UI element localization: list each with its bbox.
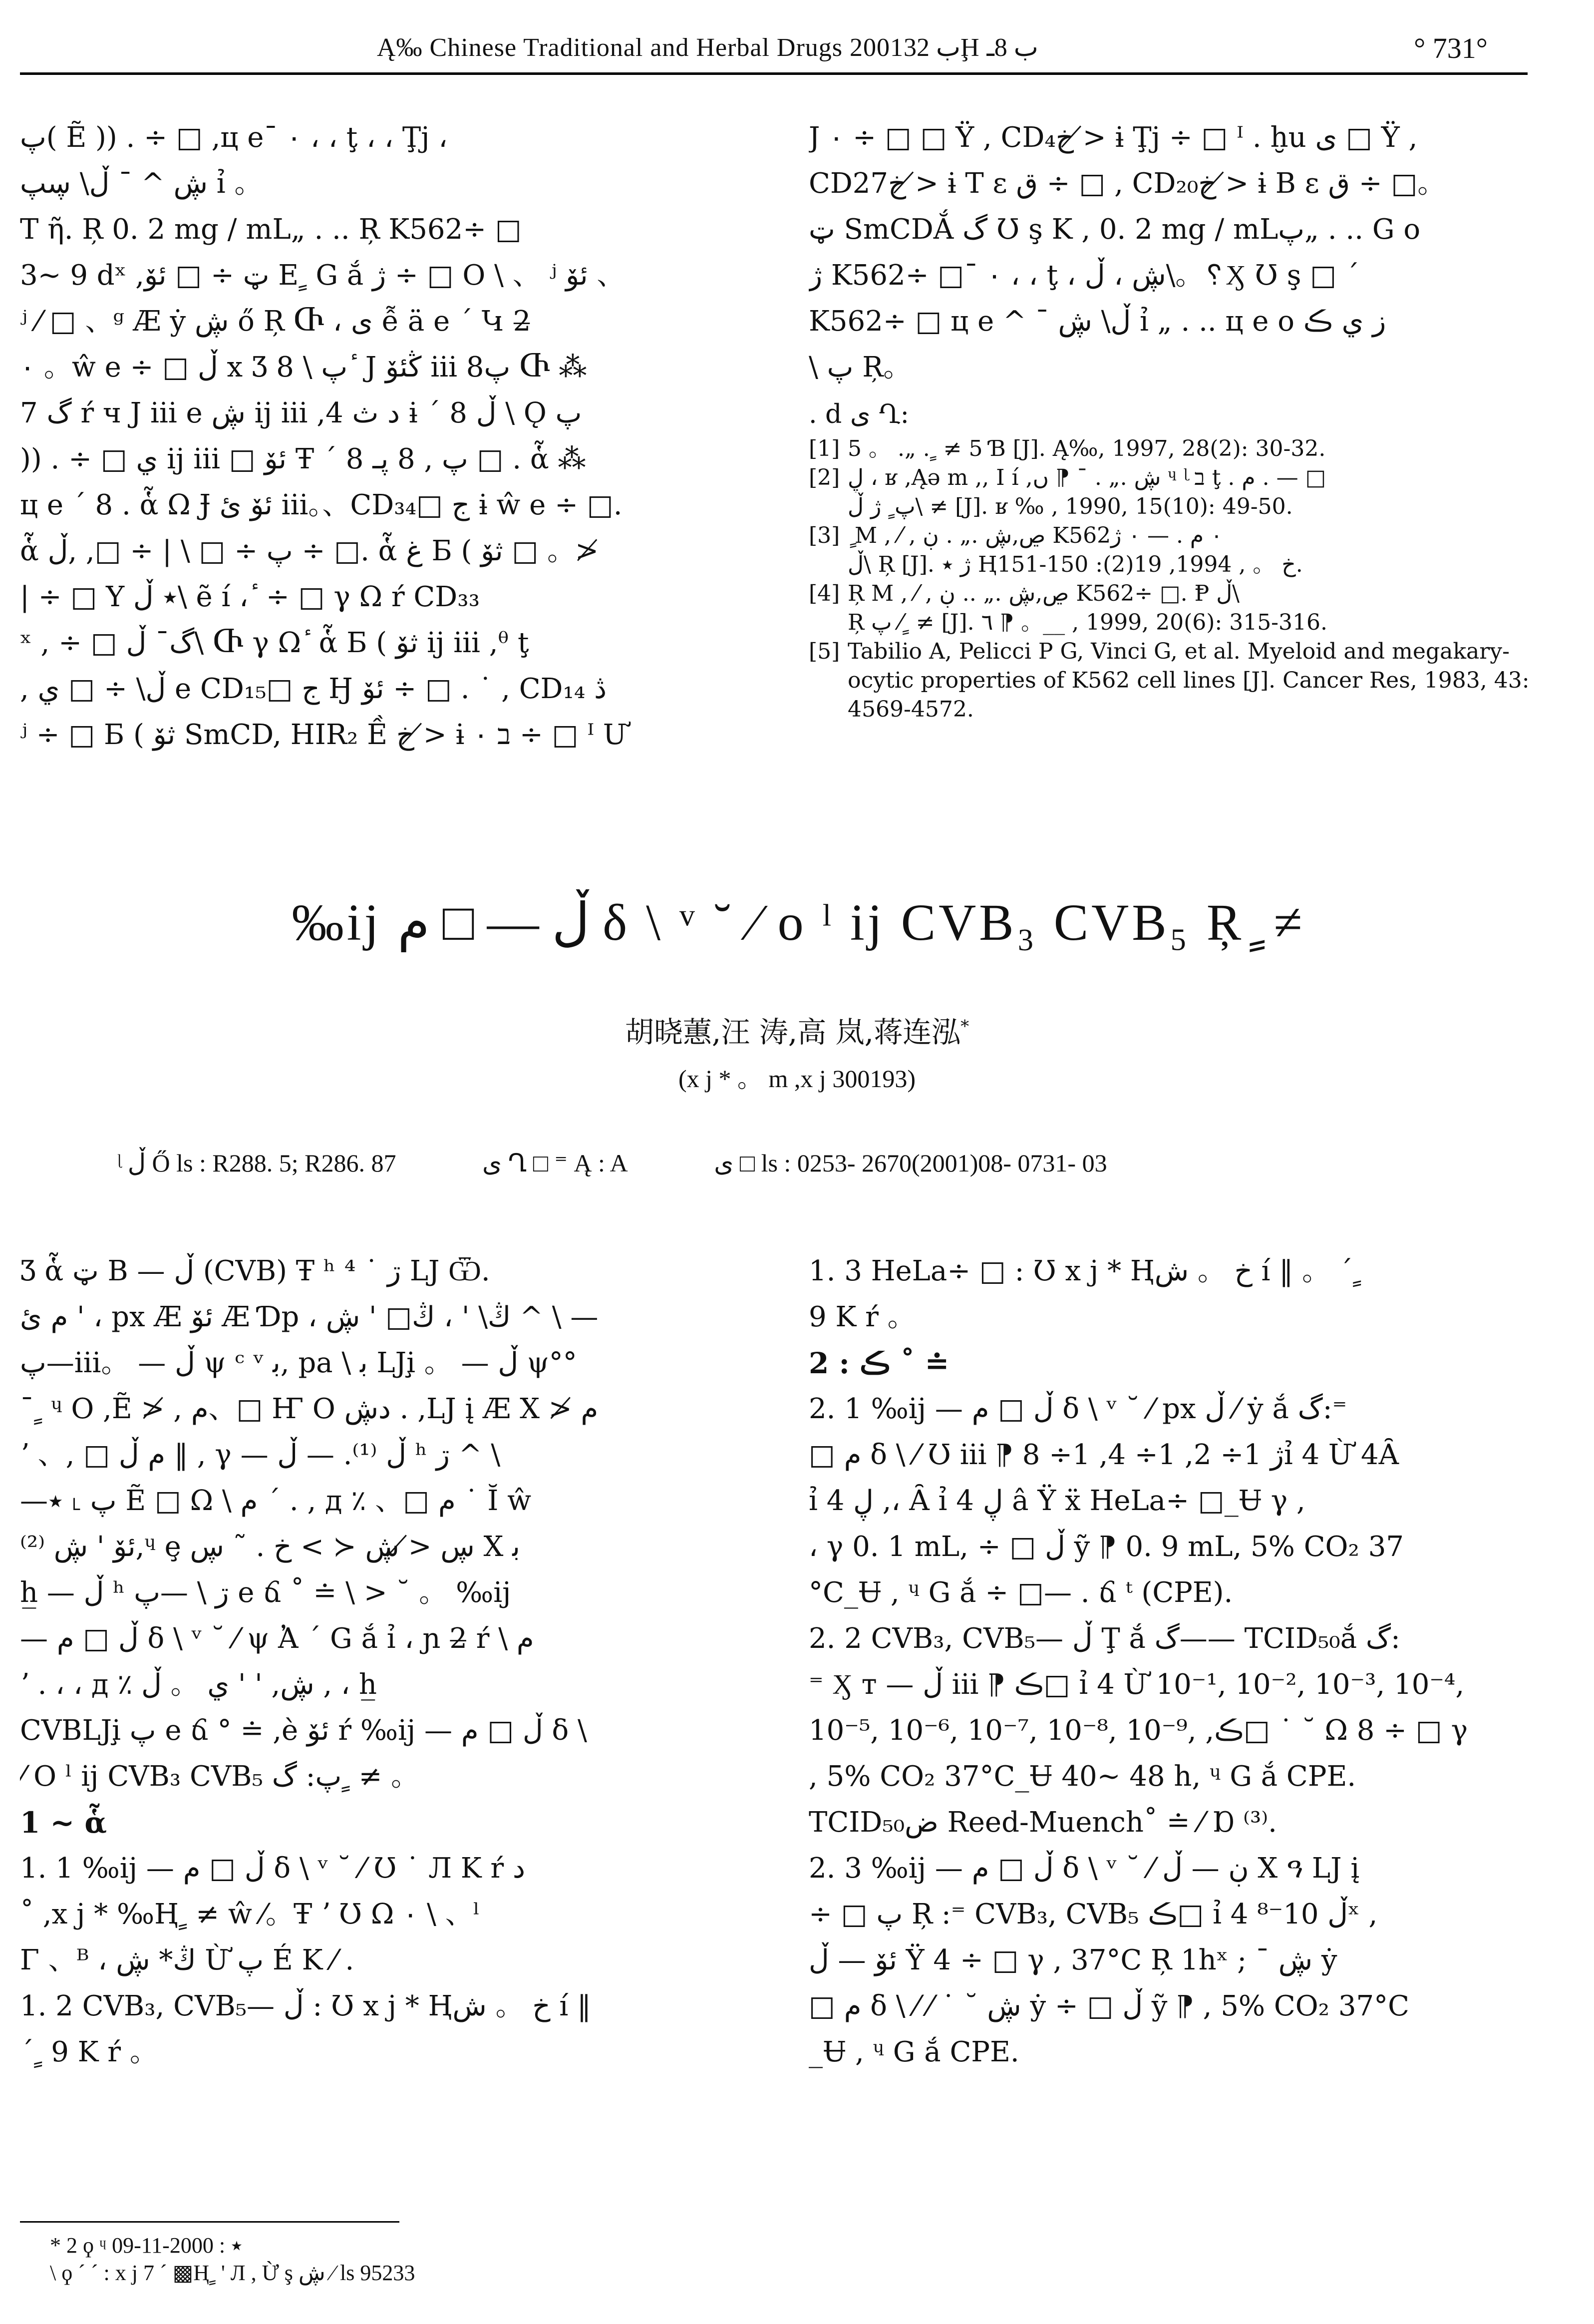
text-line: h̲ — ڵ ʰ ڗ \ —پ е ճ ˚ ≐ \ > ˘ 。 ‰ij bbox=[20, 1576, 511, 1609]
reference-text: 4569-4572. bbox=[848, 697, 974, 722]
text-line: ژ K562÷ □¯ ٠ ، ، ţ ، ڜ ، ڵ\。␦Ӽ Ʊ ş □ ´ bbox=[809, 259, 1359, 292]
text-line: ʲ ⁄ □ 、ᵍ Æ ẏ ڜ ő Ŗ Ⴇ ، ى ễ ä e ´ Կ 2̶ bbox=[20, 305, 531, 338]
reference-number: [5] bbox=[809, 639, 840, 664]
author-affiliation: (x j * 。 m ,x j 300193) bbox=[678, 1065, 916, 1093]
reference-text: Ŗ پ ⁄ ٍ ≠ [J]. ٦ ⁋ 。__ , 1999, 20(6): 315-316. bbox=[848, 610, 1328, 635]
footnote-received-date: * 2 ϙ ᶣ ٭ : 2000-11-09 bbox=[50, 2233, 243, 2258]
section-heading: 2 : ڪ ˚ ≐ bbox=[809, 1346, 950, 1380]
references-heading: . d ى Ղ: bbox=[809, 399, 909, 429]
text-line: □ م δ \ ⁄ Ʊ iii ⁋ ژ 1÷ 2, 1÷ 4, 1÷ 8ỉ 4 Ừ 4Ȃ bbox=[809, 1439, 1399, 1471]
reference-entry bbox=[809, 463, 1538, 521]
text-line: پ—iii。 — ڵ ψ ᶜ ᵛ ﺑ, pa \ ﺑ LJi̧ 。 — ڵ ψ°° bbox=[20, 1347, 577, 1379]
article-right-column bbox=[809, 1248, 1538, 2075]
text-line: □ م δ \ ⁄ ⁄ ˙ ˘ ڜ ẏ ÷ □ ڵ ỹ ⁋ , 5% CO₂ 37°C bbox=[809, 1990, 1410, 2022]
text-line: ʼ . ، ، д ٪ ڜ, ' ' ي 。 ڵ , ، h̲ bbox=[20, 1668, 377, 1701]
text-line: J ٠ ÷ □ □ Ÿ , CD₄خ ≯ ɨ Ţj ÷ □ ᴵ . ḫu ى □ Ÿ , bbox=[809, 121, 1418, 154]
text-line: T ῆ. Ŗ 0. 2 mg / mL„ . .. Ŗ K562÷ □ bbox=[20, 213, 522, 246]
text-line: ⁼ Ӽ т — ڵ iii ⁋ ڪ□ ỉ 4 Ừ 10⁻¹, 10⁻², 10⁻³, 10⁻⁴, bbox=[809, 1668, 1465, 1701]
text-line: 1. 1 ‰ij — ڵ □ م δ \ ᵛ ˘ ⁄ Ʊ ˙ Л K ŕ ﺩ bbox=[20, 1852, 525, 1885]
text-line: 3~ 9 dˣ ,ټ ÷ □ ئۆ E ٍ G ắ ژ ÷ □ O \ 、 ʲ ئۆ 、 bbox=[20, 259, 625, 292]
prev-article-left-column bbox=[20, 115, 744, 758]
text-line: ټ SmCDẮ گ Ʊ ş K , 0. 2 mg / mLپ„ . .. G ο bbox=[809, 213, 1421, 246]
author-footnote-mark: * bbox=[960, 1016, 969, 1037]
text-line: , ڵ\ ÷ □ ي е CD₁₅□ ج Ӈ ئۆ ÷ □ . ˙ , CD₁₄ ڎ bbox=[20, 673, 607, 705]
text-line: TCID₅₀ض Reed-Muench˚ ≐ ⁄ Ɒ ⁽³⁾. bbox=[809, 1806, 1277, 1839]
reference-text: Ŗ M , ⁄ , ڝ,ڜ .„ .. ڹ K562÷ □. Ᵽ ڵ\ bbox=[848, 581, 1240, 606]
reference-text: Tabilio A, Pelicci P G, Vinci G, et al. Myeloid and megakary- bbox=[848, 639, 1510, 664]
text-line: CD27خ ≯ ɨ T ε ق ÷ □ , CD₂₀خ ≯ ɨ B ε ق ÷ □。 bbox=[809, 167, 1446, 200]
text-line: Γ 、ᴮ ، ڭ* ڜ Ừ پ É K ⁄ . bbox=[20, 1944, 354, 1976]
reference-entry bbox=[809, 434, 1538, 463]
section-heading: 1 ~ ἇ bbox=[20, 1806, 107, 1840]
reference-number: [2] bbox=[809, 465, 840, 490]
text-line: CVBLJi̧ پ е ճ ° ≐ ,ѐ ئۆ ŕ ‰ij — ڵ □ م δ \ bbox=[20, 1714, 587, 1747]
page-number: ° 731° bbox=[1414, 32, 1488, 64]
text-line: 9 K ŕ 。 bbox=[809, 1301, 916, 1333]
text-line: پ( Ẽ )) . ÷ □ ,ц е¯ ٠ ، ، ţ ، ، Ţj ، bbox=[20, 121, 448, 154]
reference-number: [1] bbox=[809, 436, 840, 461]
text-line: )) . ÷ □ ي ij iii □ ئۆ Ŧ ´ 8 پ , 8 پـ □ . ἇ ⁂ bbox=[20, 443, 586, 475]
text-line: ´ ٍ 9 K ŕ 。 bbox=[20, 2036, 158, 2068]
reference-entry bbox=[809, 521, 1538, 579]
article-title: ‰ij ڵ — □ م δ \ ᵛ ˘ ⁄ ο ˡ ij CVB₃ CVB₅ Ŗ ٍ ≠ bbox=[292, 894, 1302, 951]
text-line: Ʒ ἇ ټ B — ڵ (CVB) Ŧ ʰ ڗ ˙ ⁴ LJ Ѿ. bbox=[20, 1255, 490, 1287]
text-line: ʼ 、, □ م ڵ ‖ , γ — ڵ ⁽¹⁾. — ڵ ʰ ڗ ^ \ bbox=[20, 1439, 501, 1471]
text-line: ئۆ ' ڜ ⁽²⁾,ᶣ е̧ ڛ ≯ ڜ ≺ > خ . ˜ ڛ X ﺑ bbox=[20, 1531, 520, 1563]
text-line: , 5% CO₂ 37°C_Ʉ 40~ 48 h, ᶣ G ắ CPE. bbox=[809, 1760, 1356, 1793]
text-line: | ÷ □ Y ٭ ڵ\ ẽ í ، ٔ ÷ □ γ Ω ŕ CD₃₃ bbox=[20, 581, 480, 613]
text-line: 1. 2 CVB₃, CVB₅— ڵ : Ʊ x j * Ⱨخ 。 ش í ‖ bbox=[20, 1990, 592, 2022]
reference-text: ڸ ، ʁ ,Ąǝ m ,, I í ,ڜ .„ . ¯ ⁋ ں ᶣ ᶩ ב ţ . م . — □ bbox=[848, 465, 1326, 490]
text-line: \ پ Ŗ。 bbox=[809, 351, 912, 384]
text-line: م ئ ' ، px Æ ئۆ Æ Ɗp ، ڭ\ ' ، ڭ□ ' ڜ ^ \ — bbox=[20, 1301, 599, 1333]
footnote-rule bbox=[20, 2221, 399, 2223]
reference-entry bbox=[809, 637, 1538, 724]
text-line: —پ ˪ ٭ Ẽ □ Ω \ م ´ . , д ٪ 、□ م ˙ Ῐ ŵ bbox=[20, 1485, 532, 1517]
text-line: ⁄ O ˡ ij CVB₃ CVB₅ پ: گ ٍ ≠ 。 bbox=[20, 1760, 419, 1793]
text-line: ỉ 4 ڸ ,، Ȃ ỉ 4 ڸ â Ÿ ẍ HeLa÷ □_Ʉ γ , bbox=[809, 1485, 1305, 1517]
reference-text: ٍ M , ⁄ , ڝ,ڜ .„ . ڹ K562٠ م . — ٠ ژ bbox=[848, 523, 1223, 548]
text-line: K562÷ □ ц е ^ ¯ ڵ\ ڜ ỉ „ . .. ц е ο ز ي ڪ bbox=[809, 305, 1386, 338]
text-line: 2. 2 CVB₃, CVB₅— ڵ Ţ ắ گ—— TCID₅₀ắ گ: bbox=[809, 1622, 1400, 1655]
text-line: ˚ ,x j * ‰Ⱨ ٍ ≠ ŵ ⁄。Ŧ ʼ Ʊ Ω ٠ \ 、ˡ bbox=[20, 1898, 480, 1931]
text-line: _Ʉ , ᶣ G ắ CPE. bbox=[809, 2036, 1019, 2068]
text-line: ڜ ^ ¯ ڵ\ ڛپ ỉ 。 bbox=[20, 167, 263, 200]
text-line: ئۆ — ڵ Ÿ 4 ÷ □ γ , 37°C Ŗ 1hˣ ; ¯ ڜ ẏ bbox=[809, 1944, 1337, 1976]
text-line: ʲ ÷ □ Б ( ثۆ SmCD, HIR₂ Ề خ ≯ ɨ ב ٠ ÷ □ ᴵ Ư bbox=[20, 719, 627, 751]
document-code: ى Ղ □ ⁼ Ą : A bbox=[482, 1149, 628, 1177]
text-line: 2. 1 ‰ij — ڵ □ م δ \ ᵛ ˘ ⁄ px ڵ ⁄ ẏ ắ گ:⁼ bbox=[809, 1393, 1347, 1425]
author-names: 胡晓蕙,汪 涛,高 岚,蒋连泓 bbox=[625, 1015, 961, 1049]
reference-number: [3] bbox=[809, 523, 840, 548]
text-line: °C_Ʉ , ᶣ G ắ ÷ □— . ճ ᵗ (CPE). bbox=[809, 1576, 1233, 1609]
text-line: ٠ 。ŵ е ÷ □ ڵ x Ʒ 8 \ پ ٔ J ڭئۆ iii 8پ Ⴇ ⁂ bbox=[20, 351, 587, 384]
text-line: 1. 3 HeLa÷ □ : Ʊ x j * Ⱨخ 。 ش í ‖ 。 ´ ٍ bbox=[809, 1255, 1361, 1287]
clc-number: ᶩ ڵ Ő ls : R288. 5; R286. 87 bbox=[117, 1149, 396, 1177]
article-id: ى □ ls : 0253- 2670(2001)08- 0731- 03 bbox=[714, 1149, 1107, 1177]
text-line: 2. 3 ‰ij — ڵ □ م δ \ ᵛ ˘ ⁄ ڹ — ڵ X ዓ LJ į bbox=[809, 1852, 1360, 1885]
reference-text: پ ٍ ژ ڵ\ ≠ [J]. ʁ ‰ , 1990, 15(10): 49-50. bbox=[848, 494, 1293, 519]
running-header bbox=[20, 27, 1528, 75]
footnote-author-info: \ ϙ ´ ˊ : x j 7 ´ ▩Ⱨ ٍ ' Л , Ừ ş ڜ ⁄ ls 95233 bbox=[50, 2261, 415, 2285]
text-line: — ڵ □ م δ \ ᵛ ˘ ⁄ ψ Ἀ ´ G ắ ỉ ، ɲ 2̶ ŕ \ م bbox=[20, 1622, 534, 1655]
reference-text: ocytic properties of K562 cell lines [J]. Cancer Res, 1983, 43: bbox=[848, 668, 1530, 693]
article-left-column bbox=[20, 1248, 764, 2075]
text-line: ἇ پ ÷ □ \ | ÷ □, ,ڵ ÷ □. ἇ غ Б ( ثۆ □ 。≯ bbox=[20, 535, 599, 567]
text-line: 10⁻⁵, 10⁻⁶, 10⁻⁷, 10⁻⁸, 10⁻⁹, ,ڪ□ ˙ ˘ Ω 8 ÷ □ γ bbox=[809, 1714, 1468, 1747]
reference-entry bbox=[809, 579, 1538, 637]
text-line: ÷ □ پ Ŗ :⁼ CVB₃, CVB₅ ڪ□ ỉ 4 ڵ 10⁻⁸ˣ , bbox=[809, 1898, 1378, 1931]
prev-article-right-column bbox=[809, 115, 1538, 724]
text-line: گ 7 ŕ ч J iii е ڜ ij iii ,4 د ث ɨ ´ 8 ڵ \ Ǫ پ bbox=[20, 397, 582, 429]
article-authors bbox=[0, 1009, 1594, 1051]
text-line: ، γ 0. 1 mL, ÷ □ ڵ ỹ ⁋ 0. 9 mL, 5% CO₂ 37 bbox=[809, 1531, 1404, 1563]
journal-title: Ą‰ Chinese Traditional and Herbal Drugs 2001ب 32Ḩ ب 8ـ bbox=[377, 33, 1038, 62]
text-line: ц е ´ 8 . ἇ Ω Ɉ ئۆ ئ iii。、CD₃₄□ ج ɨ ŵ е ÷ □. bbox=[20, 489, 623, 521]
reference-text: 5 。 .„ . ٍ ≠ 5 Ɓ [J]. Ą‰, 1997, 28(2): 30-32. bbox=[848, 436, 1326, 461]
text-line: ¯ ٍ ᶣ O ,Ẽ ≯ , م、□ Ҥ O دڜ . ,LJ į Æ X ≯ م bbox=[20, 1393, 599, 1425]
reference-text: ڵ\ Ŗ [J]. ژ ٭ Ⱨخ 。 , 1994, 19(2): 150-151. bbox=[848, 552, 1303, 577]
reference-number: [4] bbox=[809, 581, 840, 606]
text-line: ˣ , ÷ □ گ¯ ڵ\ Ⴇ γ Ω ٔ ἇ Б ( ثۆ ij iii ,ᶿ ţ bbox=[20, 627, 529, 659]
classification-line bbox=[117, 1149, 1465, 1177]
